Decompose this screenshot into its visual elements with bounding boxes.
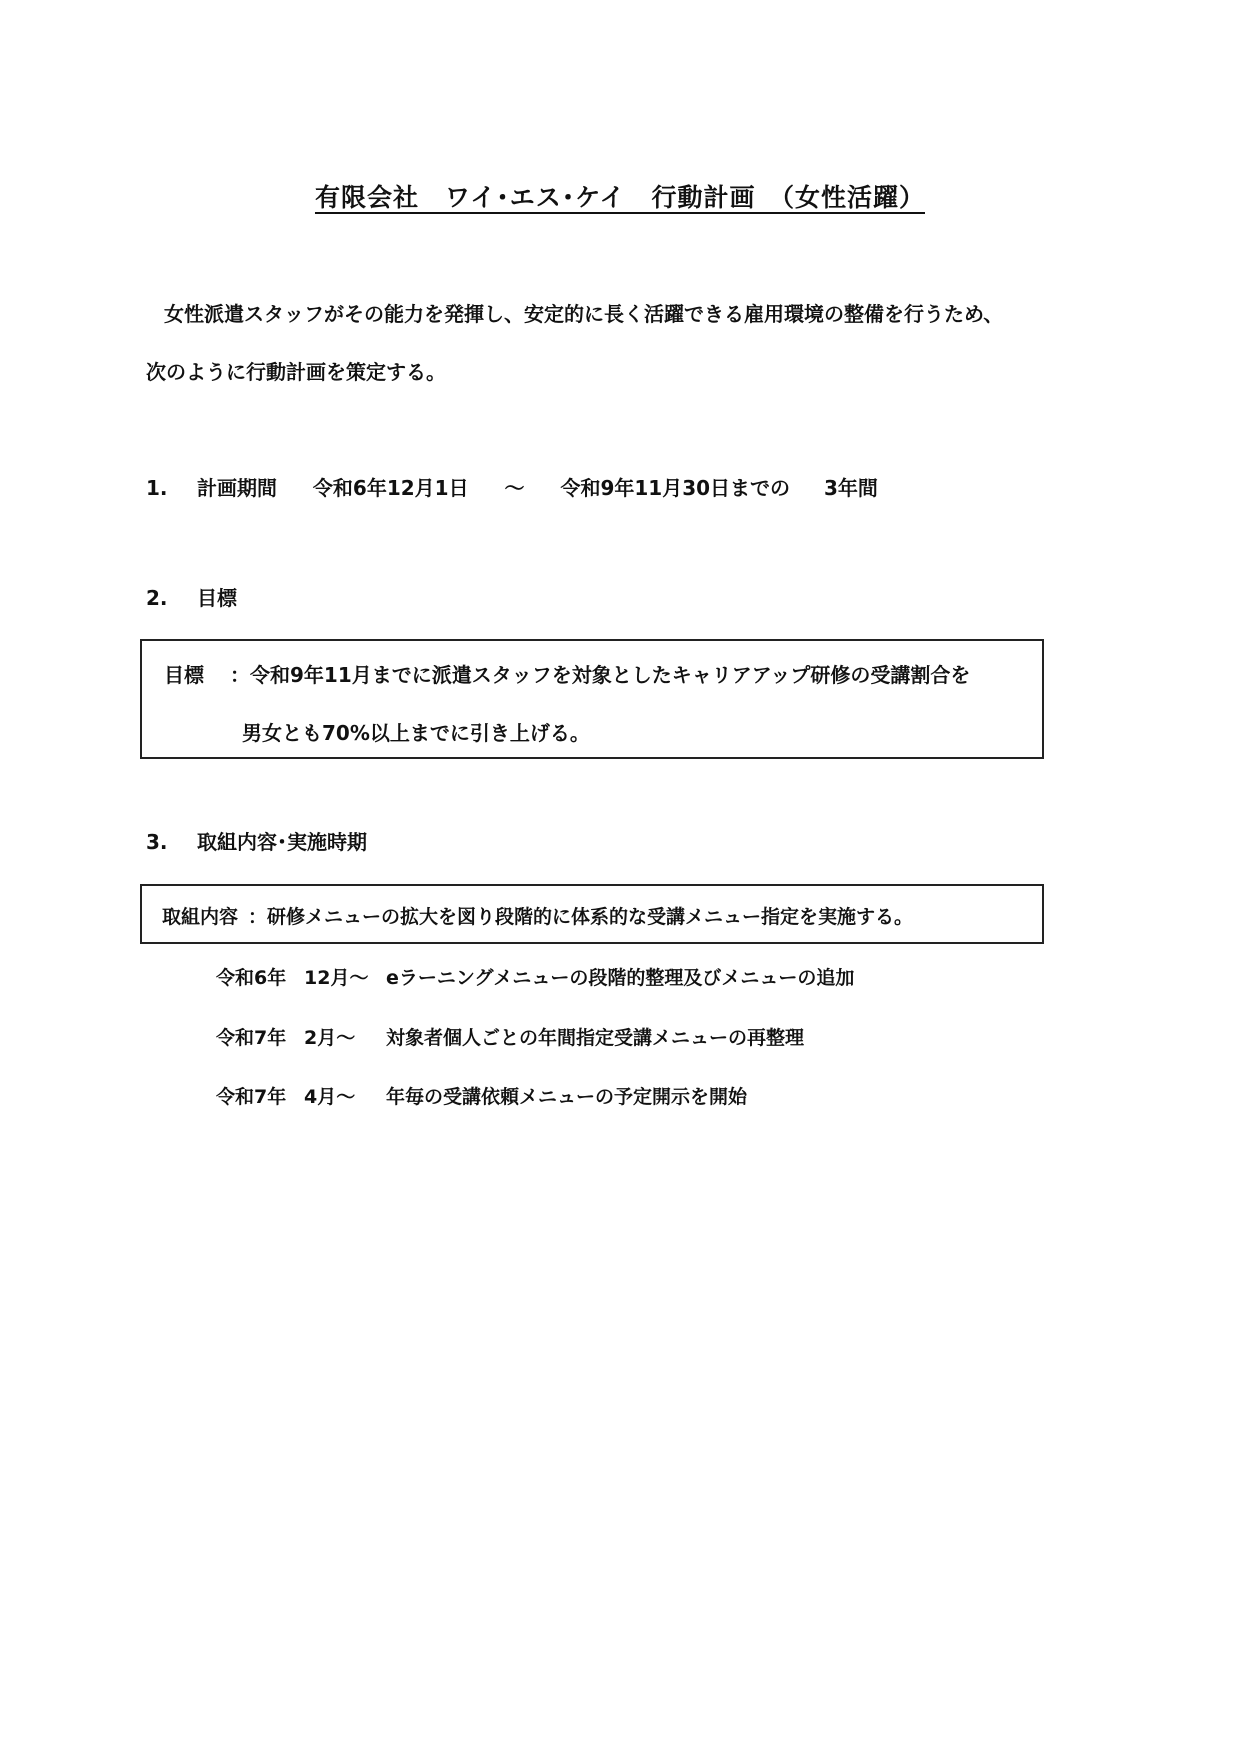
action-text: ：研修メニューの拡大を図り段階的に体系的な受講メニュー指定を実施する。 [248,906,914,928]
schedule-text: 年毎の受講依頼メニューの予定開示を開始 [386,1086,748,1108]
section-number: 3. [146,830,168,854]
section-goal-heading [146,582,237,611]
goal-box [140,639,1044,759]
schedule-item [216,1082,747,1109]
schedule-item [216,963,854,990]
schedule-text: eラーニングメニューの段階的整理及びメニューの追加 [386,967,855,989]
section-plan-period [146,472,878,501]
schedule-year: 令和7年 [216,1086,287,1108]
action-line [162,902,913,929]
section-label: 計画期間 [196,476,277,500]
period-end: 令和9年11月30日までの [560,476,791,500]
intro-line-1: 女性派遣スタッフがその能力を発揮し、安定的に長く活躍できる雇用環境の整備を行うため、 [164,302,1004,326]
schedule-year: 令和7年 [216,1027,287,1049]
goal-text-1: ：令和9年11月までに派遣スタッフを対象としたキャリアアップ研修の受講割合を [230,663,971,687]
schedule-month: 2月～ [304,1027,356,1049]
section-number: 1. [146,476,168,500]
schedule-item [216,1023,804,1050]
schedule-month: 12月～ [304,967,369,989]
intro-line-2: 次のように行動計画を策定する。 [146,360,446,384]
schedule-month: 4月～ [304,1086,356,1108]
schedule-text: 対象者個人ごとの年間指定受講メニューの再整理 [386,1027,805,1049]
section-label: 取組内容･実施時期 [196,830,367,854]
document-title: 有限会社 ワイ･エス･ケイ 行動計画 （女性活躍） [314,183,925,212]
goal-line-1 [164,659,970,688]
action-label: 取組内容 [162,906,239,928]
goal-text-2: 男女とも70%以上までに引き上げる。 [242,721,590,745]
goal-label: 目標 [164,663,204,687]
action-box [140,884,1044,944]
section-actions-heading [146,826,367,855]
section-number: 2. [146,586,168,610]
schedule-year: 令和6年 [216,967,287,989]
period-tilde: ～ [504,476,525,500]
period-start: 令和6年12月1日 [312,476,469,500]
period-duration: 3年間 [823,476,878,500]
section-label: 目標 [196,586,237,610]
